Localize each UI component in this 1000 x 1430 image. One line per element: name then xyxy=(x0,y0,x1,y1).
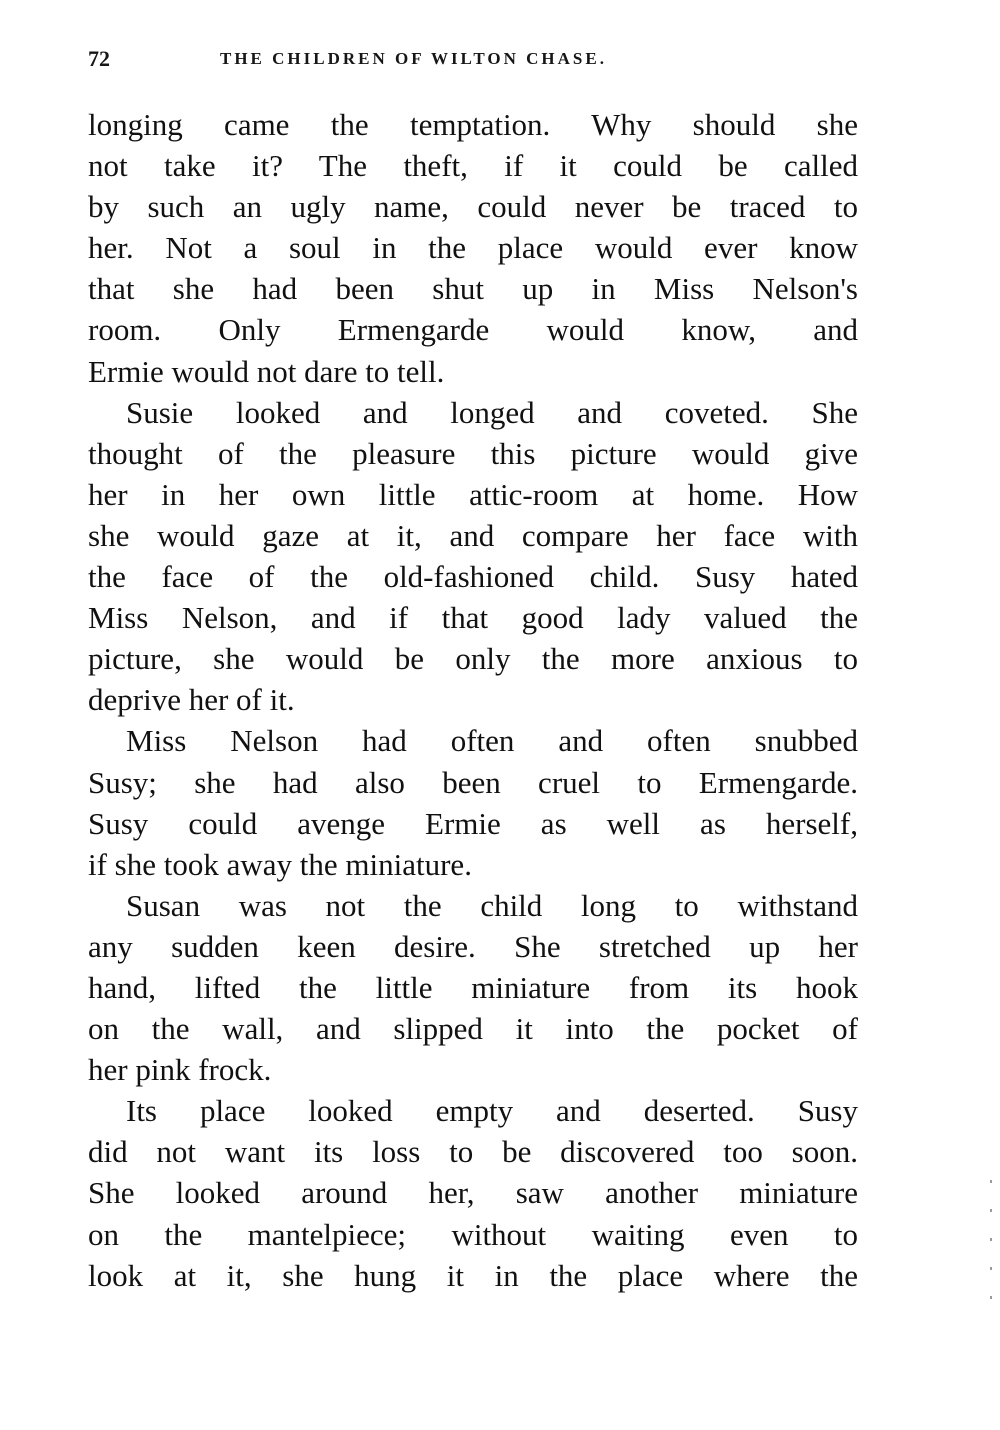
text-line: Its place looked empty and deserted. Susy xyxy=(126,1093,858,1129)
text-line: any sudden keen desire. She stretched up her xyxy=(88,928,858,964)
running-head xyxy=(88,46,858,76)
text-line: she would gaze at it, and compare her face with xyxy=(88,517,858,553)
scan-speck xyxy=(990,1238,992,1241)
text-line: Susy could avenge Ermie as well as herself, xyxy=(88,805,858,841)
text-line: hand, lifted the little miniature from its hook xyxy=(88,969,858,1005)
book-title: THE CHILDREN OF WILTON CHASE. xyxy=(220,49,607,68)
scan-speck xyxy=(990,1296,992,1299)
text-line: Susy; she had also been cruel to Ermengarde. xyxy=(88,764,858,800)
text-line: the face of the old-fashioned child. Susy hated xyxy=(88,559,858,595)
text-line: deprive her of it. xyxy=(88,682,295,718)
text-line: on the wall, and slipped it into the pocket of xyxy=(88,1011,858,1047)
text-line: her pink frock. xyxy=(88,1052,272,1088)
text-line: by such an ugly name, could never be traced to xyxy=(88,189,858,225)
text-line: Susan was not the child long to withstand xyxy=(126,887,858,923)
text-line: that she had been shut up in Miss Nelson's xyxy=(88,271,858,307)
text-line: not take it? The theft, if it could be called xyxy=(88,148,858,184)
scan-speck xyxy=(990,1209,992,1212)
scan-speck xyxy=(990,1267,992,1270)
text-line: thought of the pleasure this picture would give xyxy=(88,435,858,471)
text-line: look at it, she hung it in the place where the xyxy=(88,1257,858,1293)
text-line: room. Only Ermengarde would know, and xyxy=(88,312,858,348)
text-line: Susie looked and longed and coveted. She xyxy=(126,394,858,430)
text-line: her. Not a soul in the place would ever know xyxy=(88,230,858,266)
page-number: 72 xyxy=(88,46,110,71)
text-line: on the mantelpiece; without waiting even to xyxy=(88,1216,858,1252)
text-line: picture, she would be only the more anxious to xyxy=(88,641,858,677)
body-text xyxy=(88,104,858,1296)
scan-speck xyxy=(990,1180,992,1183)
text-line: longing came the temptation. Why should she xyxy=(88,107,858,142)
text-line: She looked around her, saw another miniature xyxy=(88,1175,858,1211)
text-line: Ermie would not dare to tell. xyxy=(88,353,445,389)
text-line: did not want its loss to be discovered too soon. xyxy=(88,1134,858,1170)
text-line: Miss Nelson, and if that good lady valued the xyxy=(88,600,858,636)
text-line: her in her own little attic-room at home. How xyxy=(88,476,858,512)
text-line: if she took away the miniature. xyxy=(88,846,472,882)
scan-specks xyxy=(990,1180,994,1380)
text-line: Miss Nelson had often and often snubbed xyxy=(126,723,858,759)
